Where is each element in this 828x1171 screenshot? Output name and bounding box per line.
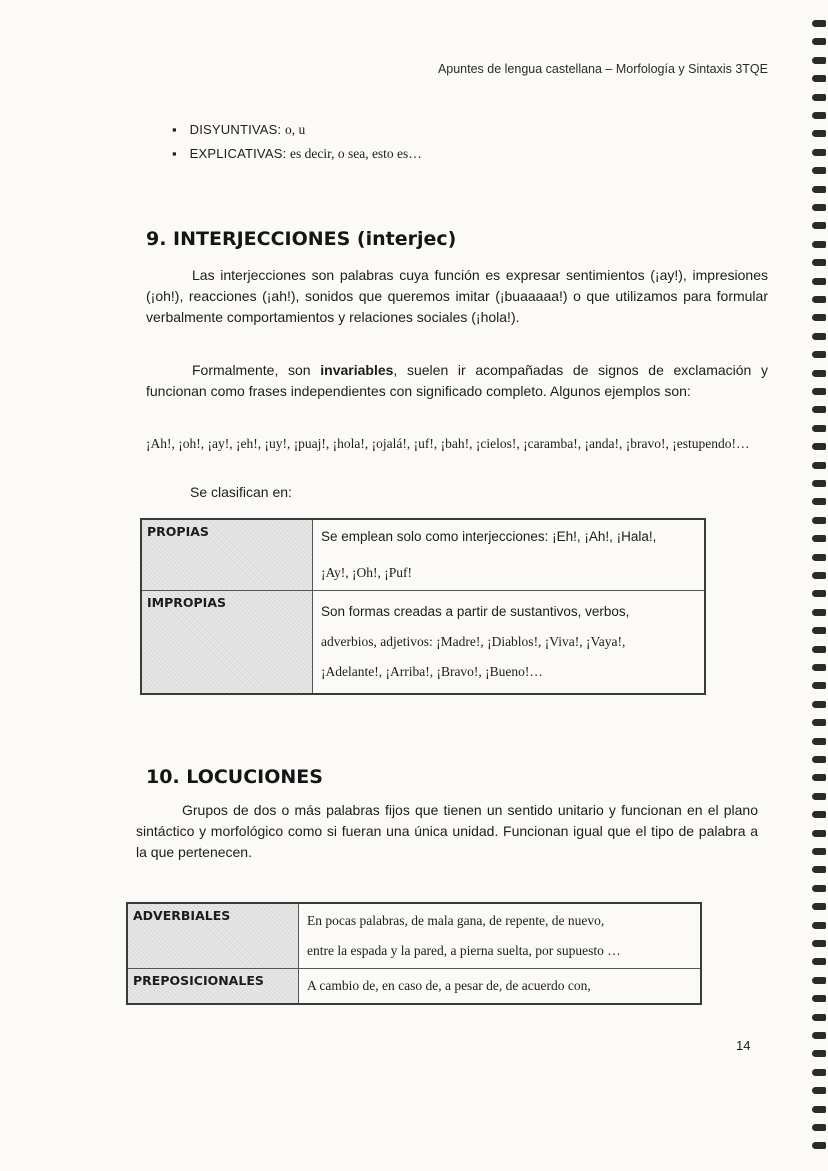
page-header: Apuntes de lengua castellana – Morfología y Sintaxis 3TQE	[437, 62, 768, 76]
spiral-coil	[812, 977, 826, 984]
spiral-coil	[812, 462, 826, 469]
spiral-coil	[812, 370, 826, 377]
interjecciones-table	[140, 518, 706, 695]
spiral-coil	[812, 1014, 826, 1021]
spiral-binding	[806, 20, 828, 1165]
row-label: IMPROPIAS	[141, 591, 313, 695]
spiral-coil	[812, 554, 826, 561]
spiral-coil	[812, 498, 826, 505]
spiral-coil	[812, 278, 826, 285]
classify-intro: Se clasifican en:	[190, 484, 292, 500]
table-row	[141, 591, 705, 695]
row-text: Son formas creadas a partir de sustantivos, verbos, adverbios, adjetivos: ¡Madre!, ¡Diablos!, ¡Viva!, ¡Vaya!, ¡Adelante!, ¡Arriba!, ¡Bravo!, ¡Bueno!…	[313, 591, 706, 695]
spiral-coil	[812, 1050, 826, 1057]
section-9-title: 9. INTERJECCIONES (interjec)	[146, 228, 457, 250]
interjecciones-definition: Las interjecciones son palabras cuya función es expresar sentimientos (¡ay!), impresiones (¡oh!), reacciones (¡ah!), sonidos que queremos imitar (¡buaaaaa!) o que utilizamos para formular verbalmente comportamientos y relaciones sociales (¡hola!).	[146, 267, 768, 325]
table-row	[127, 969, 701, 1005]
bullet-icon: ▪	[172, 122, 177, 137]
spiral-coil	[812, 1142, 826, 1149]
row-text: Se emplean solo como interjecciones: ¡Eh!, ¡Ah!, ¡Hala!, ¡Ay!, ¡Oh!, ¡Puf!	[313, 519, 706, 591]
interjecciones-formal: Formalmente, son invariables, suelen ir acompañadas de signos de exclamación y funcionan como frases independientes con significado completo. Algunos ejemplos son:	[146, 362, 768, 399]
spiral-coil	[812, 75, 826, 82]
spiral-coil	[812, 885, 826, 892]
spiral-coil	[812, 204, 826, 211]
spiral-coil	[812, 738, 826, 745]
spiral-coil	[812, 830, 826, 837]
spiral-coil	[812, 1069, 826, 1076]
spiral-coil	[812, 940, 826, 947]
bullet-icon: ▪	[172, 146, 177, 161]
spiral-coil	[812, 701, 826, 708]
spiral-coil	[812, 1106, 826, 1113]
spiral-coil	[812, 241, 826, 248]
spiral-coil	[812, 222, 826, 229]
locuciones-definition: Grupos de dos o más palabras fijos que tienen un sentido unitario y funcionan en el plano sintáctico y morfológico como si fueran una única unidad. Funcionan igual que el tipo de palabra a la que pertenecen.	[136, 802, 758, 860]
spiral-coil	[812, 443, 826, 450]
spiral-coil	[812, 719, 826, 726]
table-row	[127, 903, 701, 969]
row-text: En pocas palabras, de mala gana, de repente, de nuevo, entre la espada y la pared, a pierna suelta, por supuesto …	[299, 903, 702, 969]
spiral-coil	[812, 590, 826, 597]
table-row	[141, 519, 705, 591]
section-10-title: 10. LOCUCIONES	[146, 766, 323, 788]
spiral-coil	[812, 903, 826, 910]
spiral-coil	[812, 535, 826, 542]
spiral-coil	[812, 57, 826, 64]
spiral-coil	[812, 517, 826, 524]
spiral-coil	[812, 112, 826, 119]
spiral-coil	[812, 646, 826, 653]
spiral-coil	[812, 664, 826, 671]
spiral-coil	[812, 425, 826, 432]
spiral-coil	[812, 149, 826, 156]
row-label: PROPIAS	[141, 519, 313, 591]
row-label: PREPOSICIONALES	[127, 969, 299, 1005]
spiral-coil	[812, 609, 826, 616]
spiral-coil	[812, 314, 826, 321]
spiral-coil	[812, 682, 826, 689]
page-number: 14	[736, 1038, 751, 1053]
spiral-coil	[812, 811, 826, 818]
spiral-coil	[812, 38, 826, 45]
spiral-coil	[812, 793, 826, 800]
spiral-coil	[812, 406, 826, 413]
spiral-coil	[812, 1032, 826, 1039]
spiral-coil	[812, 572, 826, 579]
spiral-coil	[812, 756, 826, 763]
spiral-coil	[812, 167, 826, 174]
spiral-coil	[812, 958, 826, 965]
spiral-coil	[812, 995, 826, 1002]
row-text: A cambio de, en caso de, a pesar de, de acuerdo con,	[299, 969, 702, 1005]
spiral-coil	[812, 388, 826, 395]
spiral-coil	[812, 848, 826, 855]
spiral-coil	[812, 480, 826, 487]
locuciones-table	[126, 902, 702, 1005]
spiral-coil	[812, 130, 826, 137]
spiral-coil	[812, 1124, 826, 1131]
spiral-coil	[812, 94, 826, 101]
spiral-coil	[812, 20, 826, 27]
spiral-coil	[812, 922, 826, 929]
spiral-coil	[812, 259, 826, 266]
spiral-coil	[812, 186, 826, 193]
spiral-coil	[812, 866, 826, 873]
spiral-coil	[812, 296, 826, 303]
spiral-coil	[812, 333, 826, 340]
spiral-coil	[812, 351, 826, 358]
interjecciones-examples: ¡Ah!, ¡oh!, ¡ay!, ¡eh!, ¡uy!, ¡puaj!, ¡hola!, ¡ojalá!, ¡uf!, ¡bah!, ¡cielos!, ¡caramba!, ¡anda!, ¡bravo!, ¡estupendo!…	[146, 436, 750, 451]
list-item: ▪ DISYUNTIVAS: o, u	[172, 118, 422, 142]
spiral-coil	[812, 1087, 826, 1094]
spiral-coil	[812, 774, 826, 781]
spiral-coil	[812, 627, 826, 634]
list-item: ▪ EXPLICATIVAS: es decir, o sea, esto es…	[172, 142, 422, 166]
row-label: ADVERBIALES	[127, 903, 299, 969]
conjunction-bullets	[172, 118, 422, 166]
